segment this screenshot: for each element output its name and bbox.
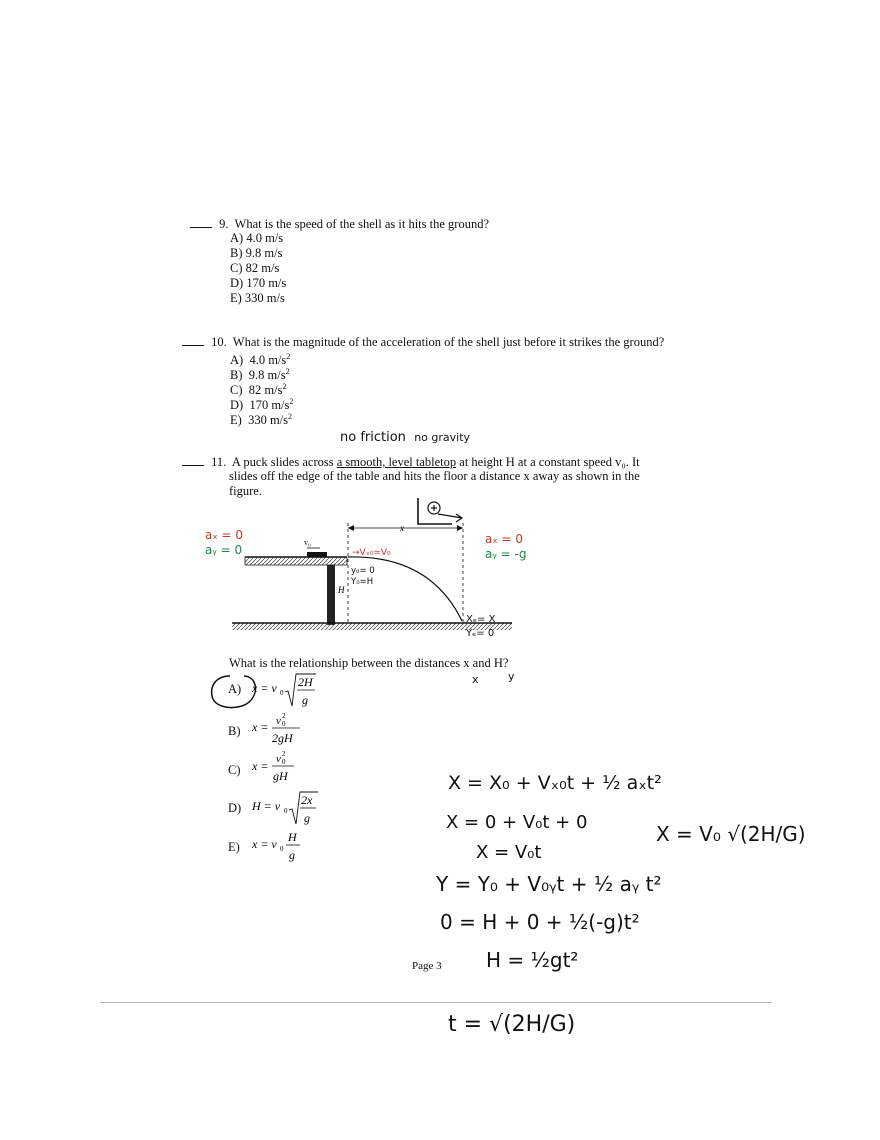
- answer-blank[interactable]: [182, 334, 204, 346]
- q9-option-b: B) 9.8 m/s: [230, 246, 283, 260]
- option-e-formula: [252, 828, 312, 868]
- q11-line2: slides off the edge of the table and hits the floor a distance x away as shown in the: [229, 469, 640, 483]
- hw-eq2: X = 0 + V₀t + 0: [446, 812, 588, 833]
- q11-option-a: A): [228, 682, 242, 696]
- svg-text:v: v: [276, 753, 281, 765]
- svg-text:H = v: H = v: [252, 799, 281, 813]
- hw-x-label: x: [472, 673, 479, 686]
- q10-option-b: B) 9.8 $m/s^2$: [230, 367, 290, 383]
- H-label: H: [338, 585, 345, 595]
- svg-text:x =: x =: [252, 759, 269, 773]
- svg-text:0: 0: [284, 807, 288, 815]
- hw-left-ax: aₓ = 0: [205, 528, 243, 542]
- q11-option-c: C): [228, 763, 241, 777]
- hw-y-label: y: [508, 670, 515, 683]
- q11-line3: figure.: [229, 484, 262, 498]
- svg-text:0: 0: [280, 845, 284, 853]
- svg-text:0: 0: [280, 689, 284, 697]
- q11-option-b: B): [228, 724, 241, 738]
- q10-text: What is the magnitude of the acceleration of the shell just before it strikes the ground?: [232, 335, 665, 349]
- hw-eq1: X = X₀ + Vₓ₀t + ½ aₓt²: [448, 772, 662, 794]
- hw-yf: Yₑ= 0: [466, 628, 495, 639]
- puck: [307, 552, 327, 557]
- svg-text:g: g: [302, 693, 308, 707]
- option-d-formula: [252, 790, 324, 830]
- svg-text:2H: 2H: [298, 675, 313, 689]
- q10-option-a: A) 4.0 $m/s^2$: [230, 352, 291, 368]
- hw-eq7: t = √(2H/G): [448, 1012, 576, 1037]
- svg-text:x = v: x = v: [252, 681, 277, 695]
- hw-eq4: Y = Y₀ + V₀ᵧt + ½ aᵧ t²: [436, 872, 662, 896]
- q11-option-d: D): [228, 801, 242, 815]
- hw-eq5: 0 = H + 0 + ½(-g)t²: [440, 910, 640, 934]
- hw-eq6: H = ½gt²: [486, 948, 579, 972]
- q9-stem: 9. What is the speed of the shell as it hits the ground?: [190, 216, 489, 232]
- q10-option-d: D) 170 $m/s^2$: [230, 397, 294, 413]
- page-number: Page 3: [412, 960, 442, 972]
- hw-no-friction: no friction no gravity: [340, 430, 471, 445]
- q9-text: What is the speed of the shell as it hits the ground?: [234, 217, 489, 231]
- v0-label: v₀: [304, 538, 311, 547]
- answer-blank[interactable]: [182, 454, 204, 466]
- q10-option-e: E) 330 $m/s^2$: [230, 412, 292, 428]
- q11-relation: What is the relationship between the distances x and H?: [229, 656, 509, 670]
- q10-stem: 10. What is the magnitude of the acceleration of the shell just before it strikes the ground?: [182, 334, 664, 350]
- hw-xf: Xₑ= X: [466, 614, 496, 625]
- q9-option-c: C) 82 m/s: [230, 261, 280, 275]
- svg-text:0: 0: [282, 758, 286, 766]
- page-divider: [100, 1002, 772, 1003]
- svg-text:H: H: [288, 830, 297, 844]
- hw-right-ay: aᵧ = -g: [485, 547, 527, 561]
- hw-left-ay: aᵧ = 0: [205, 543, 243, 557]
- q11-stem: 11. A puck slides across a smooth, level tabletop at height H at a constant speed v₀. It: [182, 454, 640, 470]
- hw-right-ax: aₓ = 0: [485, 532, 523, 546]
- table-leg: [327, 565, 335, 625]
- table-top: [245, 557, 347, 565]
- option-a-formula: [252, 672, 322, 712]
- hw-eq3: X = V₀t: [476, 842, 542, 863]
- svg-text:2: 2: [282, 712, 286, 720]
- option-c-formula: [252, 750, 312, 788]
- svg-text:2x: 2x: [301, 793, 313, 807]
- hw-y0: y₀= 0: [351, 566, 375, 576]
- q9-option-e: E) 330 m/s: [230, 291, 285, 305]
- svg-text:gH: gH: [273, 769, 288, 783]
- svg-text:2gH: 2gH: [272, 731, 293, 745]
- svg-text:g: g: [289, 848, 295, 862]
- q10-option-c: C) 82 $m/s^2$: [230, 382, 287, 398]
- hw-Y0H: Y₀=H: [351, 577, 374, 587]
- option-b-formula: [252, 712, 312, 750]
- svg-text:g: g: [304, 811, 310, 825]
- svg-text:x = v: x = v: [252, 837, 277, 851]
- svg-text:0: 0: [282, 720, 286, 728]
- hw-vx0: →Vₓ₀=V₀: [352, 548, 391, 558]
- underlined-phrase: a smooth, level tabletop: [336, 455, 457, 469]
- x-dimension-label: x: [400, 523, 404, 533]
- svg-text:v: v: [276, 715, 281, 727]
- q9-option-a: A) 4.0 m/s: [230, 231, 284, 245]
- answer-blank[interactable]: [190, 216, 212, 228]
- hw-eq8: X = V₀ √(2H/G): [656, 822, 806, 846]
- q9-option-d: D) 170 m/s: [230, 276, 287, 290]
- q11-option-e: E): [228, 840, 240, 854]
- svg-text:x =: x =: [252, 720, 269, 734]
- svg-text:2: 2: [282, 750, 286, 758]
